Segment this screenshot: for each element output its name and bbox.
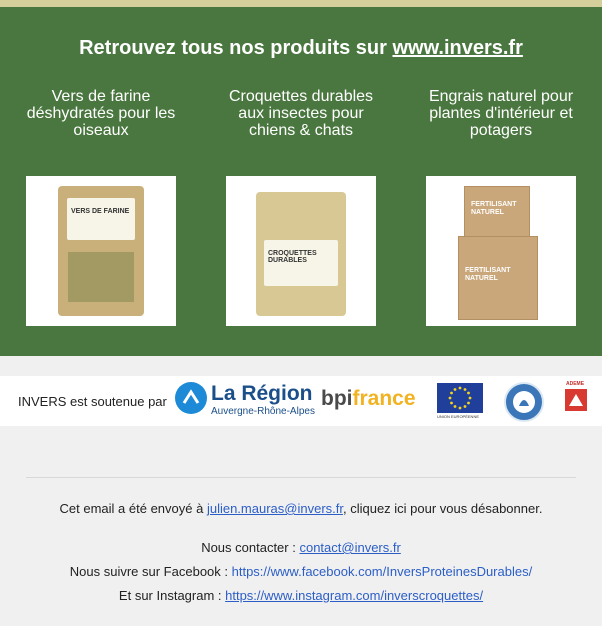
product-title-fertilizer: Engrais naturel pour plantes d'intérieur et potagers bbox=[428, 88, 574, 139]
bag-label bbox=[264, 240, 338, 286]
product-title-croquettes: Croquettes durables aux insectes pour chiens & chats bbox=[228, 88, 374, 139]
region-logo-icon bbox=[175, 382, 207, 414]
mealworm-bag bbox=[58, 186, 144, 316]
bpi-part1: bpi bbox=[321, 387, 353, 410]
unsubscribe-prefix: Cet email a été envoyé à bbox=[59, 501, 207, 516]
recipient-email-link[interactable]: julien.mauras@invers.fr bbox=[206, 501, 343, 516]
region-logo-name: La Région bbox=[211, 382, 313, 405]
bag-label bbox=[67, 198, 135, 240]
sponsors-intro: INVERS est soutenue par bbox=[18, 394, 167, 409]
fertilizer-box-small bbox=[464, 186, 530, 238]
unsubscribe-line bbox=[0, 501, 602, 516]
instagram-line bbox=[0, 588, 602, 603]
top-accent-bar bbox=[0, 0, 602, 7]
region-logo-subtitle: Auvergne-Rhône-Alpes bbox=[211, 406, 315, 417]
product-image-mealworms[interactable] bbox=[26, 176, 176, 326]
facebook-link[interactable]: https://www.facebook.com/InversProteinesDurables/ bbox=[231, 564, 533, 579]
bpi-part2: france bbox=[352, 387, 416, 410]
instagram-label: Et sur Instagram : bbox=[118, 588, 226, 603]
fertilizer-box-large bbox=[458, 236, 538, 320]
ademe-label: ADEME bbox=[566, 381, 585, 387]
ademe-logo-icon bbox=[565, 389, 587, 411]
facebook-label: Nous suivre sur Facebook : bbox=[69, 564, 232, 579]
product-image-croquettes[interactable] bbox=[226, 176, 376, 326]
website-link[interactable]: www.invers.fr bbox=[392, 37, 523, 59]
croquettes-bag bbox=[256, 192, 346, 316]
box-label-text: FERTILISANT NATUREL bbox=[471, 201, 517, 216]
eu-caption: UNION EUROPÉENNE bbox=[437, 414, 480, 419]
product-image-fertilizer[interactable] bbox=[426, 176, 576, 326]
bpifrance-logo bbox=[321, 387, 416, 411]
eu-flag-icon bbox=[437, 383, 483, 413]
bag-label-text: CROQUETTES DURABLES bbox=[268, 250, 317, 264]
contact-email-link[interactable]: contact@invers.fr bbox=[299, 540, 401, 555]
headline-text: Retrouvez tous nos produits sur bbox=[79, 37, 393, 59]
instagram-link[interactable]: https://www.instagram.com/inverscroquettes/ bbox=[225, 588, 484, 603]
footer-divider bbox=[26, 477, 576, 478]
facebook-line bbox=[0, 564, 602, 579]
contact-line bbox=[0, 540, 602, 555]
product-title-mealworms: Vers de farine déshydratés pour les oiseaux bbox=[26, 88, 176, 139]
contact-label: Nous contacter : bbox=[201, 540, 300, 555]
sponsors-strip bbox=[0, 376, 602, 426]
bag-label-text: VERS DE FARINE bbox=[71, 208, 130, 215]
investissements-avenir-seal-icon bbox=[504, 382, 544, 422]
unsubscribe-suffix[interactable]: , cliquez ici pour vous désabonner. bbox=[342, 501, 543, 516]
box-label-text: FERTILISANT NATUREL bbox=[465, 267, 511, 282]
headline bbox=[0, 37, 602, 60]
bag-window bbox=[68, 252, 134, 302]
